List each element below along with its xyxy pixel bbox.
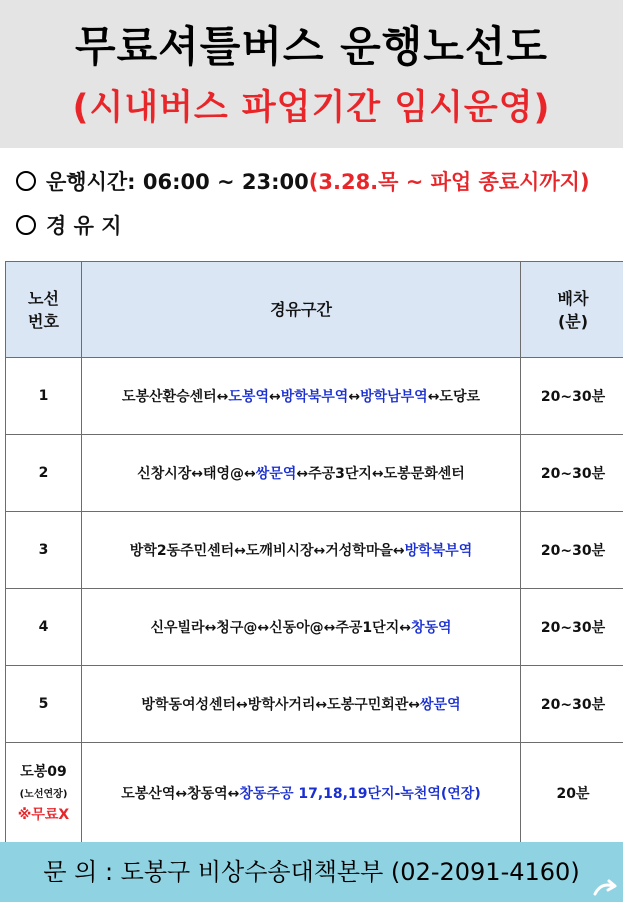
route-path-cell (82, 435, 521, 512)
page-title: 무료셔틀버스 운행노선도 (75, 22, 548, 71)
route-interval-cell: 20~30분 (521, 358, 623, 435)
operating-hours (16, 164, 590, 198)
route-path-segment: 도봉산역↔창동역↔ (121, 785, 240, 802)
route-path-segment: 도봉산환승센터↔ (121, 389, 229, 405)
table-row (6, 435, 623, 512)
route-number-cell (6, 666, 82, 743)
route-station-highlight: 도봉역 (228, 389, 269, 405)
route-number: 3 (38, 542, 49, 558)
header-banner (0, 0, 623, 148)
route-number: 도봉09 (20, 764, 67, 780)
route-station-highlight: 창동역 (410, 620, 452, 636)
route-station-highlight: 쌍문역 (255, 466, 297, 482)
table-row (6, 358, 623, 435)
route-path-segment: 신창시장↔태영@↔ (137, 466, 256, 482)
route-number: 1 (38, 388, 49, 404)
contact-text: 문 의 : 도봉구 비상수송대책본부 (02-2091-4160) (43, 858, 580, 886)
route-number-cell (6, 743, 82, 843)
route-number-note: (노선연장) (19, 789, 68, 800)
route-number-warning: ※무료X (17, 807, 70, 823)
route-path-segment: ↔도당로 (427, 389, 480, 405)
curved-arrow-icon (593, 878, 619, 898)
route-station-highlight: 창동주공 17,18,19단지-녹천역(연장) (239, 785, 481, 802)
route-path-cell (82, 512, 521, 589)
route-number-cell (6, 589, 82, 666)
route-path-segment: 신우빌라↔청구@↔신동아@↔주공1단지↔ (150, 620, 411, 636)
route-path-segment: 방학2동주민센터↔도깨비시장↔거성학마을↔ (129, 543, 405, 559)
header-route-number-line1: 노선 (28, 288, 59, 308)
route-path-cell (82, 358, 521, 435)
circle-bullet-icon (16, 171, 36, 191)
route-table (5, 261, 623, 843)
route-path-cell (82, 743, 521, 843)
table-row (6, 512, 623, 589)
table-row (6, 666, 623, 743)
route-path-segment: ↔ (268, 389, 281, 405)
route-number-cell (6, 435, 82, 512)
header-route-path: 경유구간 (82, 262, 521, 358)
table-header-row (6, 262, 623, 358)
stops-heading (16, 208, 121, 242)
header-route-number-line2: 번호 (28, 311, 59, 331)
circle-bullet-icon (16, 215, 36, 235)
route-number: 5 (38, 696, 49, 712)
route-path-segment: ↔주공3단지↔도봉문화센터 (296, 466, 465, 482)
route-path-segment: 방학동여성센터↔방학사거리↔도봉구민회관↔ (141, 697, 421, 713)
operating-hours-label: 운행시간: 06:00 ~ 23:00 (46, 170, 309, 194)
route-interval-cell: 20~30분 (521, 666, 623, 743)
route-path-segment: ↔ (348, 389, 361, 405)
stops-heading-label: 경 유 지 (46, 214, 122, 238)
contact-footer (0, 842, 623, 902)
route-path-cell (82, 589, 521, 666)
header-interval-line1: 배차 (557, 288, 589, 308)
route-interval-cell: 20~30분 (521, 435, 623, 512)
route-number: 2 (38, 465, 49, 481)
route-interval-cell: 20~30분 (521, 512, 623, 589)
header-route-number (6, 262, 82, 358)
route-station-highlight: 방학남부역 (360, 389, 428, 405)
route-interval-cell: 20~30분 (521, 589, 623, 666)
route-number: 4 (38, 619, 49, 635)
table-row (6, 743, 623, 843)
header-interval (521, 262, 623, 358)
route-station-highlight: 방학북부역 (280, 389, 349, 405)
page-subtitle: (시내버스 파업기간 임시운영) (72, 88, 551, 128)
route-interval-cell: 20분 (521, 743, 623, 843)
header-interval-line2: (분) (557, 311, 589, 331)
route-number-cell (6, 358, 82, 435)
table-row (6, 589, 623, 666)
route-number-cell (6, 512, 82, 589)
route-station-highlight: 쌍문역 (420, 697, 461, 713)
operating-hours-note: (3.28.목 ~ 파업 종료시까지) (308, 170, 590, 194)
route-station-highlight: 방학북부역 (404, 543, 473, 559)
route-path-cell (82, 666, 521, 743)
